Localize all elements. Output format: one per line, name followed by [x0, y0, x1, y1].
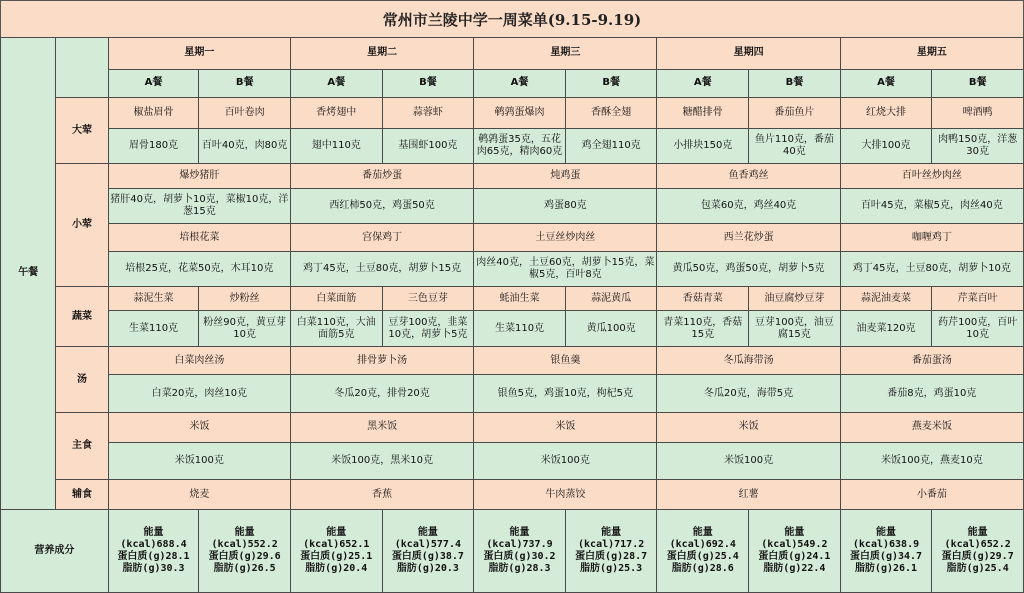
nutrition-value: 26.1: [893, 562, 918, 574]
dish-name: 黑米饭: [290, 413, 473, 442]
dish-name: 红烧大排: [840, 97, 932, 129]
day-header: 星期二: [290, 38, 473, 70]
dish-name: 小番茄: [840, 480, 1023, 509]
nutrition-kcal: [292, 539, 381, 551]
meal-a-header: A餐: [657, 69, 749, 97]
nutrition-label: 蛋白质(g): [849, 550, 898, 562]
nutrition-value: 652.2: [980, 538, 1011, 550]
nutrition-protein: [200, 551, 289, 563]
nutrition-cell: [565, 509, 657, 592]
nutrition-label: 脂肪(g): [946, 562, 985, 574]
nutrition-value: 549.2: [797, 538, 828, 550]
nutrition-label: 能量: [326, 526, 347, 538]
dish-ingredients: 眉骨180克: [108, 129, 199, 164]
nutrition-label: 蛋白质(g): [666, 550, 715, 562]
dish-ingredients: 大排100克: [840, 129, 932, 164]
nutrition-fat: [658, 563, 747, 575]
nutrition-value: 28.7: [623, 550, 648, 562]
dish-ingredients: 鸡丁45克，土豆80克，胡萝卜15克: [290, 252, 473, 287]
nutrition-value: 28.3: [526, 562, 551, 574]
dish-ingredients: 药芹100克，百叶10克: [932, 311, 1024, 347]
nutrition-fat: [384, 563, 473, 575]
nutrition-label: 脂肪(g): [213, 562, 252, 574]
nutrition-label: (kcal): [669, 538, 706, 550]
table-row: [1, 189, 1024, 224]
nutrition-label: 脂肪(g): [763, 562, 802, 574]
dish-ingredients: 西红柿50克，鸡蛋50克: [290, 189, 473, 224]
nutrition-protein: [750, 551, 839, 563]
nutrition-kcal: [567, 539, 656, 551]
dish-name: 爆炒猪肝: [108, 164, 290, 189]
nutrition-fat: [750, 563, 839, 575]
nutrition-protein: [475, 551, 564, 563]
nutrition-label: 能量: [417, 526, 438, 538]
dish-ingredients: 米饭100克，黑米10克: [290, 442, 473, 480]
table-row: [1, 164, 1024, 189]
dish-ingredients: 生菜110克: [108, 311, 199, 347]
nutrition-cell: [290, 509, 382, 592]
dish-name: 三色豆芽: [382, 287, 474, 311]
nutrition-fat: [110, 563, 198, 575]
nutrition-label: 蛋白质(g): [483, 550, 532, 562]
dish-name: 土豆丝炒肉丝: [474, 224, 657, 252]
nutrition-value: 577.4: [430, 538, 461, 550]
nutrition-label: 蛋白质(g): [208, 550, 257, 562]
dish-ingredients: 小排块150克: [657, 129, 749, 164]
dish-ingredients: 豆芽100克，油豆腐15克: [749, 311, 841, 347]
meal-a-header: A餐: [108, 69, 199, 97]
day-header: 星期三: [474, 38, 657, 70]
dish-name: 白菜面筋: [290, 287, 382, 311]
nutrition-label: (kcal): [944, 538, 981, 550]
dish-ingredients: 鹌鹑蛋35克，五花肉65克，精肉60克: [474, 129, 566, 164]
dish-ingredients: 鸡蛋80克: [474, 189, 657, 224]
nutrition-energy-label: [200, 527, 289, 539]
table-row: [1, 69, 1024, 97]
dish-ingredients: 银鱼5克，鸡蛋10克，枸杞5克: [474, 375, 657, 413]
nutrition-label: (kcal): [761, 538, 798, 550]
meal-a-header: A餐: [474, 69, 566, 97]
nutrition-value: 34.7: [898, 550, 923, 562]
table-row: [1, 252, 1024, 287]
nutrition-fat: [933, 563, 1022, 575]
nutrition-value: 22.4: [801, 562, 826, 574]
nutrition-kcal: [110, 539, 198, 551]
dish-name: 蒜泥油麦菜: [840, 287, 932, 311]
dish-ingredients: 生菜110克: [474, 311, 566, 347]
corner-cell: [56, 38, 108, 98]
dish-ingredients: 冬瓜20克，海带5克: [657, 375, 840, 413]
dish-name: 糖醋排骨: [657, 97, 749, 129]
nutrition-energy-label: [750, 527, 839, 539]
dish-name: 香酥全翅: [565, 97, 657, 129]
dish-ingredients: 鸡全翅110克: [565, 129, 657, 164]
nutrition-cell: [108, 509, 199, 592]
nutrition-label: (kcal): [303, 538, 340, 550]
nutrition-label: 能量: [601, 526, 622, 538]
dish-ingredients: 鱼片110克，番茄40克: [749, 129, 841, 164]
dish-name: 芹菜百叶: [932, 287, 1024, 311]
day-header: 星期五: [840, 38, 1023, 70]
dish-name: 冬瓜海带汤: [657, 347, 840, 375]
nutrition-cell: [382, 509, 474, 592]
dish-name: 鱼香鸡丝: [657, 164, 840, 189]
category-soup: 汤: [56, 347, 108, 413]
table-row: [1, 375, 1024, 413]
nutrition-energy-label: [567, 527, 656, 539]
meal-a-header: A餐: [840, 69, 932, 97]
nutrition-energy-label: [933, 527, 1022, 539]
dish-name: 蚝油生菜: [474, 287, 566, 311]
nutrition-label: 脂肪(g): [488, 562, 527, 574]
nutrition-label: 蛋白质(g): [758, 550, 807, 562]
table-row: [1, 97, 1024, 129]
category-vegetables: 蔬菜: [56, 287, 108, 347]
dish-name: 油豆腐炒豆芽: [749, 287, 841, 311]
nutrition-label: 脂肪(g): [671, 562, 710, 574]
dish-ingredients: 鸡丁45克，土豆80克，胡萝卜10克: [840, 252, 1023, 287]
dish-name: 香烤翅中: [290, 97, 382, 129]
nutrition-label: 蛋白质(g): [391, 550, 440, 562]
nutrition-label: 蛋白质(g): [941, 550, 990, 562]
nutrition-protein: [567, 551, 656, 563]
dish-name: 炒粉丝: [199, 287, 291, 311]
nutrition-value: 717.2: [614, 538, 645, 550]
nutrition-value: 652.1: [339, 538, 370, 550]
nutrition-value: 25.3: [618, 562, 643, 574]
nutrition-label: (kcal): [394, 538, 431, 550]
meal-a-header: A餐: [290, 69, 382, 97]
nutrition-label: 脂肪(g): [305, 562, 344, 574]
dish-ingredients: 培根25克，花菜50克，木耳10克: [108, 252, 290, 287]
dish-ingredients: 黄瓜100克: [565, 311, 657, 347]
nutrition-label: 蛋白质(g): [300, 550, 349, 562]
dish-ingredients: 肉丝40克，土豆60克，胡萝卜15克，菜椒5克，百叶8克: [474, 252, 657, 287]
nutrition-cell: [474, 509, 566, 592]
menu-title: 常州市兰陵中学一周菜单(9.15-9.19): [0, 0, 1024, 38]
dish-name: 鹌鹑蛋爆肉: [474, 97, 566, 129]
nutrition-value: 25.4: [714, 550, 739, 562]
dish-ingredients: 豆芽100克，韭菜10克，胡萝卜5克: [382, 311, 474, 347]
nutrition-label: 蛋白质(g): [117, 550, 166, 562]
nutrition-kcal: [384, 539, 473, 551]
dish-ingredients: 肉鸭150克，洋葱30克: [932, 129, 1024, 164]
nutrition-label: 脂肪(g): [580, 562, 619, 574]
table-row: [1, 480, 1024, 509]
nutrition-kcal: [200, 539, 289, 551]
table-row: [1, 442, 1024, 480]
nutrition-kcal: [933, 539, 1022, 551]
nutrition-value: 25.4: [984, 562, 1009, 574]
table-row: [1, 509, 1024, 592]
nutrition-kcal: [658, 539, 747, 551]
dish-name: 咖喱鸡丁: [840, 224, 1023, 252]
nutrition-label: 能量: [509, 526, 530, 538]
dish-name: 米饭: [474, 413, 657, 442]
nutrition-cell: [657, 509, 749, 592]
nutrition-protein: [292, 551, 381, 563]
weekly-menu-table: [0, 37, 1024, 593]
nutrition-energy-label: [475, 527, 564, 539]
nutrition-value: 20.4: [343, 562, 368, 574]
nutrition-label: 能量: [143, 526, 164, 538]
nutrition-value: 737.9: [522, 538, 553, 550]
meal-b-header: B餐: [565, 69, 657, 97]
dish-name: 宫保鸡丁: [290, 224, 473, 252]
nutrition-label: (kcal): [578, 538, 615, 550]
nutrition-value: 30.2: [531, 550, 556, 562]
table-row: [1, 287, 1024, 311]
meal-b-header: B餐: [932, 69, 1024, 97]
dish-name: 蒜泥黄瓜: [565, 287, 657, 311]
dish-name: 番茄蛋汤: [840, 347, 1023, 375]
nutrition-fat: [567, 563, 656, 575]
day-header: 星期四: [657, 38, 840, 70]
dish-ingredients: 米饭100克: [108, 442, 290, 480]
nutrition-value: 38.7: [439, 550, 464, 562]
nutrition-protein: [110, 551, 198, 563]
nutrition-label: (kcal): [211, 538, 248, 550]
nutrition-value: 20.3: [434, 562, 459, 574]
nutrition-label: (kcal): [486, 538, 523, 550]
dish-name: 牛肉蒸饺: [474, 480, 657, 509]
nutrition-energy-label: [658, 527, 747, 539]
nutrition-label: (kcal): [120, 538, 157, 550]
dish-name: 银鱼羹: [474, 347, 657, 375]
dish-name: 啤酒鸭: [932, 97, 1024, 129]
nutrition-cell: [840, 509, 932, 592]
dish-name: 番茄炒蛋: [290, 164, 473, 189]
nutrition-fat: [292, 563, 381, 575]
dish-name: 红薯: [657, 480, 840, 509]
nutrition-value: 638.9: [889, 538, 920, 550]
nutrition-protein: [842, 551, 931, 563]
dish-name: 西兰花炒蛋: [657, 224, 840, 252]
dish-name: 香菇青菜: [657, 287, 749, 311]
category-big-meat: 大荤: [56, 97, 108, 163]
meal-b-header: B餐: [199, 69, 291, 97]
table-row: [1, 413, 1024, 442]
nutrition-energy-label: [292, 527, 381, 539]
dish-ingredients: 粉丝90克，黄豆芽10克: [199, 311, 291, 347]
dish-name: 烧麦: [108, 480, 290, 509]
day-header: 星期一: [108, 38, 290, 70]
nutrition-label: 蛋白质(g): [575, 550, 624, 562]
dish-name: 百叶卷肉: [199, 97, 291, 129]
nutrition-value: 29.7: [989, 550, 1014, 562]
nutrition-value: 25.1: [348, 550, 373, 562]
nutrition-value: 692.4: [705, 538, 736, 550]
section-lunch: 午餐: [1, 38, 56, 510]
nutrition-fat: [475, 563, 564, 575]
dish-ingredients: 油麦菜120克: [840, 311, 932, 347]
nutrition-value: 29.6: [256, 550, 281, 562]
category-small-meat: 小荤: [56, 164, 108, 287]
table-row: [1, 38, 1024, 70]
nutrition-energy-label: [384, 527, 473, 539]
nutrition-label: 能量: [784, 526, 805, 538]
nutrition-value: 552.2: [247, 538, 278, 550]
dish-ingredients: 冬瓜20克，排骨20克: [290, 375, 473, 413]
nutrition-kcal: [750, 539, 839, 551]
dish-ingredients: 百叶40克，肉80克: [199, 129, 291, 164]
dish-ingredients: 白菜20克，肉丝10克: [108, 375, 290, 413]
dish-ingredients: 米饭100克: [474, 442, 657, 480]
dish-name: 百叶丝炒肉丝: [840, 164, 1023, 189]
nutrition-protein: [658, 551, 747, 563]
nutrition-value: 24.1: [806, 550, 831, 562]
nutrition-label: 能量: [234, 526, 255, 538]
dish-name: 培根花菜: [108, 224, 290, 252]
nutrition-fat: [200, 563, 289, 575]
nutrition-cell: [932, 509, 1024, 592]
nutrition-energy-label: [110, 527, 198, 539]
dish-name: 炖鸡蛋: [474, 164, 657, 189]
category-side: 辅食: [56, 480, 108, 509]
dish-ingredients: 猪肝40克，胡萝卜10克，菜椒10克，洋葱15克: [108, 189, 290, 224]
dish-ingredients: 翅中110克: [290, 129, 382, 164]
dish-ingredients: 黄瓜50克，鸡蛋50克，胡萝卜5克: [657, 252, 840, 287]
table-row: [1, 129, 1024, 164]
nutrition-value: 28.6: [709, 562, 734, 574]
section-nutrition: 营养成分: [1, 509, 109, 592]
dish-name: 蒜泥生菜: [108, 287, 199, 311]
dish-name: 燕麦米饭: [840, 413, 1023, 442]
nutrition-kcal: [842, 539, 931, 551]
meal-b-header: B餐: [382, 69, 474, 97]
dish-ingredients: 包菜60克，鸡丝40克: [657, 189, 840, 224]
dish-ingredients: 青菜110克，香菇15克: [657, 311, 749, 347]
nutrition-protein: [384, 551, 473, 563]
nutrition-cell: [749, 509, 841, 592]
dish-name: 米饭: [108, 413, 290, 442]
dish-name: 椒盐眉骨: [108, 97, 199, 129]
nutrition-label: 脂肪(g): [396, 562, 435, 574]
nutrition-protein: [933, 551, 1022, 563]
dish-ingredients: 基围虾100克: [382, 129, 474, 164]
nutrition-fat: [842, 563, 931, 575]
dish-ingredients: 白菜110克，大油面筋5克: [290, 311, 382, 347]
nutrition-energy-label: [842, 527, 931, 539]
dish-name: 米饭: [657, 413, 840, 442]
nutrition-value: 688.4: [156, 538, 187, 550]
nutrition-kcal: [475, 539, 564, 551]
nutrition-label: 能量: [692, 526, 713, 538]
dish-ingredients: 百叶45克，菜椒5克，肉丝40克: [840, 189, 1023, 224]
dish-ingredients: 番茄8克，鸡蛋10克: [840, 375, 1023, 413]
table-row: [1, 224, 1024, 252]
table-row: [1, 347, 1024, 375]
dish-name: 白菜肉丝汤: [108, 347, 290, 375]
nutrition-label: (kcal): [852, 538, 890, 550]
nutrition-cell: [199, 509, 291, 592]
dish-name: 番茄鱼片: [749, 97, 841, 129]
dish-ingredients: 米饭100克，燕麦10克: [840, 442, 1023, 480]
dish-name: 香蕉: [290, 480, 473, 509]
dish-name: 排骨萝卜汤: [290, 347, 473, 375]
dish-name: 蒜蓉虾: [382, 97, 474, 129]
table-row: [1, 311, 1024, 347]
category-staple: 主食: [56, 413, 108, 480]
dish-ingredients: 米饭100克: [657, 442, 840, 480]
nutrition-label: 脂肪(g): [122, 562, 161, 574]
nutrition-label: 能量: [967, 526, 988, 538]
nutrition-label: 能量: [876, 526, 897, 538]
meal-b-header: B餐: [749, 69, 841, 97]
nutrition-value: 28.1: [165, 550, 190, 562]
nutrition-value: 26.5: [251, 562, 276, 574]
nutrition-value: 30.3: [160, 562, 185, 574]
nutrition-label: 脂肪(g): [854, 562, 893, 574]
